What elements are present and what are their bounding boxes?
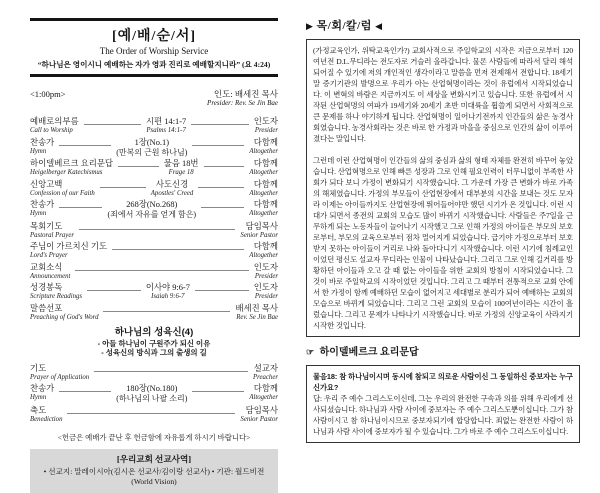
- leader-line: [59, 200, 102, 208]
- row-role-kr: 다함께: [253, 200, 278, 209]
- pastoral-column-title: 목/회/칼/럼: [316, 20, 372, 32]
- row-label-kr: 하이델베르크 요리문답: [30, 159, 113, 168]
- worship-row-benediction: [30, 406, 278, 424]
- row-label-kr: 축도: [30, 405, 47, 415]
- sermon-block: [30, 327, 278, 357]
- row-label-kr: 기도: [30, 363, 47, 373]
- row-role-kr: 배세진 목사: [235, 303, 278, 313]
- leader-line: [103, 304, 230, 312]
- catechism-text-box: [306, 365, 580, 443]
- order-of-worship-page: [30, 18, 278, 493]
- row-label-en: Preaching of God's Word: [30, 313, 99, 321]
- row-label-en: Hymn: [30, 210, 47, 217]
- row-label-en: Announcement: [30, 272, 71, 280]
- catechism-header-text: 하이델베르크 요리문답: [319, 347, 419, 358]
- row-label-kr: 찬송가: [30, 137, 55, 147]
- leader-line: [204, 159, 245, 167]
- row-role-en: Altogether: [249, 210, 278, 217]
- row-label-en: Prayer of Application: [30, 373, 90, 381]
- service-time: <1:00pm>: [30, 89, 66, 99]
- header-bottom-rule: [30, 74, 278, 77]
- catechism-section-header: [306, 346, 580, 359]
- right-arrow-icon: ▶: [306, 20, 314, 31]
- pastoral-column-text-box: [306, 39, 580, 337]
- row-center: 물음 18번: [163, 159, 199, 168]
- catechism-question: 물음18: 참 하나님이시며 동시에 참되고 의로운 사람이신 그 동일하신 중보자는 누구신가요?: [313, 372, 573, 392]
- leader-line: [59, 138, 111, 146]
- row-center: 268장(No.268): [126, 200, 178, 209]
- worship-row-scripture-reading: [30, 283, 278, 301]
- row-center-en: Apostles' Creed: [150, 189, 194, 197]
- row-label-kr: 찬송가: [30, 200, 55, 209]
- worship-row-preaching: [30, 304, 278, 322]
- leader-line: [84, 117, 142, 125]
- row-role-kr: 설교자: [253, 363, 278, 373]
- row-center: 시편 14:1-7: [146, 117, 187, 126]
- presider-name-kr: 인도: 배세진 목사: [213, 89, 278, 99]
- row-label-kr: 주님이 가르치신 기도: [30, 242, 107, 251]
- row-center: 1장(No.1): [134, 137, 169, 147]
- worship-row-lords-prayer: [30, 242, 278, 260]
- row-label-en: Call to Worship: [30, 127, 73, 134]
- leader-line: [191, 117, 249, 125]
- sermon-title: 하나님의 성육신(4): [114, 326, 194, 338]
- row-role-kr: 담임목사: [245, 221, 278, 231]
- row-label-kr: 말씀선포: [30, 303, 63, 313]
- page-title: [예/배/순/서]: [111, 29, 197, 44]
- worship-row-hymn-268: [30, 200, 278, 219]
- row-label-kr: 성경봉독: [30, 283, 63, 292]
- row-label-en: Heigelberger Katechismus: [30, 169, 103, 176]
- pastoral-column-header: [306, 20, 580, 33]
- row-role-kr: 인도자: [253, 262, 278, 272]
- row-role-kr: 다함께: [253, 159, 279, 168]
- leader-line: [75, 263, 248, 271]
- column-paragraph-1: (가정교육인가, 위탁교육인가?) 교회사적으로 주일학교의 시작은 지금으로부터 120여년전 D.L.무디라는 전도자로 거슬러 올라갑니다. 물론 사람들에 따라서 달리 해석되어질 수 있기에 저의 개인적인 생각이라고 말씀을 먼저 전제해서 전합니다. 18세기말 증기기관의 발명으로 우리가 아는 산업혁명이라는 것이 유럽에서 시작되었습니다. 이 변혁의 바람은 지금까지도 이 세상을 변화시키고 있습니다. 또한 유럽에서 시작된 산업혁명의 여파가 19세기와 20세기 초반 미대륙을 휩쓸게 되면서 사회적으로 큰 문제를 하나 야기하게 됩니다. 산업혁명이 일어나기전까지 인간들의 삶은 농경사회였습니다. 농경사회라는 것은 바로 한 가정과 마을을 중심으로 인간의 삶이 이루어졌다는 말입니다.: [313, 46, 573, 143]
- worship-row-hymn-180: [30, 384, 278, 403]
- leader-line: [87, 283, 141, 291]
- leader-line: [59, 384, 111, 392]
- row-center: 사도신경: [155, 179, 189, 189]
- row-label-en: Lord's Prayer: [30, 252, 68, 259]
- row-center-sub: (하나님의 나팔 소리): [116, 394, 188, 403]
- row-label-kr: 찬송가: [30, 384, 55, 393]
- row-role-kr: 다함께: [253, 242, 278, 251]
- worship-row-announcement: [30, 263, 278, 281]
- catechism-answer: 답: 우리 주 예수 그리스도이신데, 그는 우리의 완전한 구속과 의를 위해 우리에게 선사되셨습니다. 하나님과 사람 사이에 중보자는 주 예수 그리스도뿐이십니다. 그가 참 사람이시고 참 하나님이시므로 중보자되기에 합당합니다. 죄없는 완전한 사람이 하나님과 사람 사이에 중보자가 될 수 있습니다. 그가 바로 주 예수 그리스도이십니다.: [313, 394, 573, 436]
- mission-box-title: [우리교회 선교사역]: [116, 453, 192, 464]
- row-role-kr: 다함께: [253, 179, 279, 189]
- row-role-kr: 다함께: [253, 384, 279, 393]
- leader-line: [94, 364, 248, 372]
- leader-line: [195, 283, 249, 291]
- worship-row-prayer-of-application: [30, 364, 278, 382]
- row-role-en: Presider: [254, 127, 278, 134]
- row-role-kr: 인도자: [253, 283, 278, 292]
- leader-line: [79, 222, 235, 230]
- sermon-subtitle-1: - 아들 하나님이 구원주가 되신 이유: [97, 338, 211, 348]
- row-label-en: Hymn: [30, 147, 47, 155]
- row-label-en: Pastoral Prayer: [30, 231, 74, 239]
- service-time-row: [30, 89, 278, 107]
- row-role-en: Senior Pastor: [240, 231, 278, 239]
- row-role-en: Altogether: [249, 147, 279, 155]
- row-role-en: Presider: [254, 293, 278, 300]
- worship-row-pastoral-prayer: [30, 222, 278, 240]
- leader-line: [112, 242, 244, 250]
- row-label-kr: 목회기도: [30, 221, 63, 231]
- row-role-kr: 인도자: [253, 117, 278, 126]
- row-role-en: Senior Pastor: [240, 415, 278, 423]
- left-arrow-icon: ◀: [375, 20, 383, 31]
- row-center-en: Frage 18: [168, 169, 194, 176]
- row-label-en: Hymn: [30, 394, 47, 401]
- row-role-en: Altogether: [249, 189, 279, 197]
- page-subtitle: The Order of Worship Service: [99, 46, 209, 56]
- leader-line: [201, 200, 244, 208]
- scripture-quote: “하나님은 영이시니 예배하는 자가 영과 진리로 예배할지니라” (요 4:24): [37, 60, 271, 69]
- leader-line: [67, 406, 235, 414]
- pastoral-column-page: [306, 20, 580, 443]
- row-role-en: Altogether: [249, 169, 279, 176]
- worship-row-call-to-worship: [30, 117, 278, 135]
- worship-row-hymn-1: [30, 138, 278, 157]
- leader-line: [192, 138, 244, 146]
- row-role-en: Preacher: [252, 373, 278, 381]
- presider-block: [207, 89, 278, 107]
- row-center: 180장(No.180): [126, 384, 178, 393]
- mission-box: [30, 449, 278, 493]
- row-role-en: Altogether: [249, 394, 279, 401]
- column-paragraph-2: 그런데 이런 산업혁명이 인간들의 삶의 중심과 삶의 형태 자체를 완전히 바꾸어 놓았습니다. 산업혁명으로 인해 빠른 성장과 그로 인해 필요인력이 터무니없이 부족한 사회가 되다 보니 가정이 변화되기 시작했습니다. 그 가운데 가장 큰 변화가 바로 가족의 해체였습니다. 가정의 부모들이 산업현장에서 대부분의 시간을 보내는 것도 모자라 이제는 아이들까지도 산업현장에 뛰어들어야만 했던 시기가 온 것입니다. 이런 시대가 되면서 종전의 교회의 모습도 많이 바뀌기 시작했습니다. 사람들은 주7일을 근무하게 되는 노동자들이 늘어나기 시작했고 그로 인해 가정의 아이들은 부모의 보호로부터, 부모의 교육으로부터 점차 멀어지게 되었습니다. 급기야 가정으로부터 보호받지 못하는 아이들이 거리로 나와 돌아다니기 시작했습니다. 이런 시기에 침례교인이었던 평신도 설교자 무디라는 인물이 나타났습니다. 그리고 그로 인해 길거리를 방황하던 아이들과 오고 갈 때 없는 아이들을 위한 교회의 방침이 시작되었습니다. 그것이 바로 주일학교의 시작이었던 것입니다. 그리고 그 때부터 전통적으로 교회 안에서 한 가정이 함께 예배하던 모습이 없어지고 세대별로 분리가 되어 예배하는 교회의 모습으로 바뀌게 되었습니다. 그리고 그런 교회의 모습이 100여년이라는 시간이 흘렀습니다. 그리고 문제가 나타나기 시작했습니다. 바로 가정의 신앙교육이 사라지기 시작한 것입니다.: [313, 156, 573, 330]
- order-of-worship-list: [30, 117, 278, 424]
- presider-name-en: Presider: Rev. Se Jin Bae: [207, 99, 278, 107]
- row-center: 이사야 9:6-7: [145, 283, 190, 292]
- offering-note: <헌금은 예배가 끝난 후 헌금함에 자유롭게 하시기 바랍니다>: [57, 432, 251, 442]
- row-label-kr: 신앙고백: [30, 179, 63, 189]
- row-role-en: Altogether: [249, 252, 278, 259]
- leader-line: [192, 384, 244, 392]
- row-center-sub: (만복의 근원 하나님): [116, 147, 188, 157]
- worship-row-confession: [30, 180, 278, 198]
- row-label-en: Confession of our Faith: [30, 189, 95, 197]
- row-center-en: Isaiah 9:6-7: [151, 293, 185, 300]
- leader-line: [198, 180, 244, 188]
- row-role-kr: 다함께: [253, 137, 279, 147]
- row-label-kr: 교회소식: [30, 262, 63, 272]
- row-role-en: Rev. Se Jin Bae: [236, 313, 278, 321]
- row-label-en: Benediction: [30, 415, 63, 423]
- row-role-kr: 담임목사: [245, 405, 278, 415]
- worship-row-catechism: [30, 159, 278, 177]
- row-role-en: Presider: [254, 272, 278, 280]
- top-rule: [30, 18, 278, 21]
- row-center-en: Psalms 14:1-7: [146, 127, 186, 134]
- leader-line: [100, 180, 146, 188]
- row-label-en: Scripture Readings: [30, 293, 83, 300]
- row-label-kr: 예배로의부름: [30, 117, 79, 126]
- mission-box-line: • 선교지: 말레이시아(김시온 선교사/김이랑 선교사) • 기관: 월드비전(World Vision): [43, 466, 265, 486]
- pointing-hand-icon: ☞: [306, 347, 315, 357]
- row-center-sub: (죄에서 자유를 얻게 함은): [107, 210, 197, 219]
- sermon-subtitle-2: - 성육신의 방식과 그의 출생의 길: [101, 347, 207, 357]
- leader-line: [118, 159, 159, 167]
